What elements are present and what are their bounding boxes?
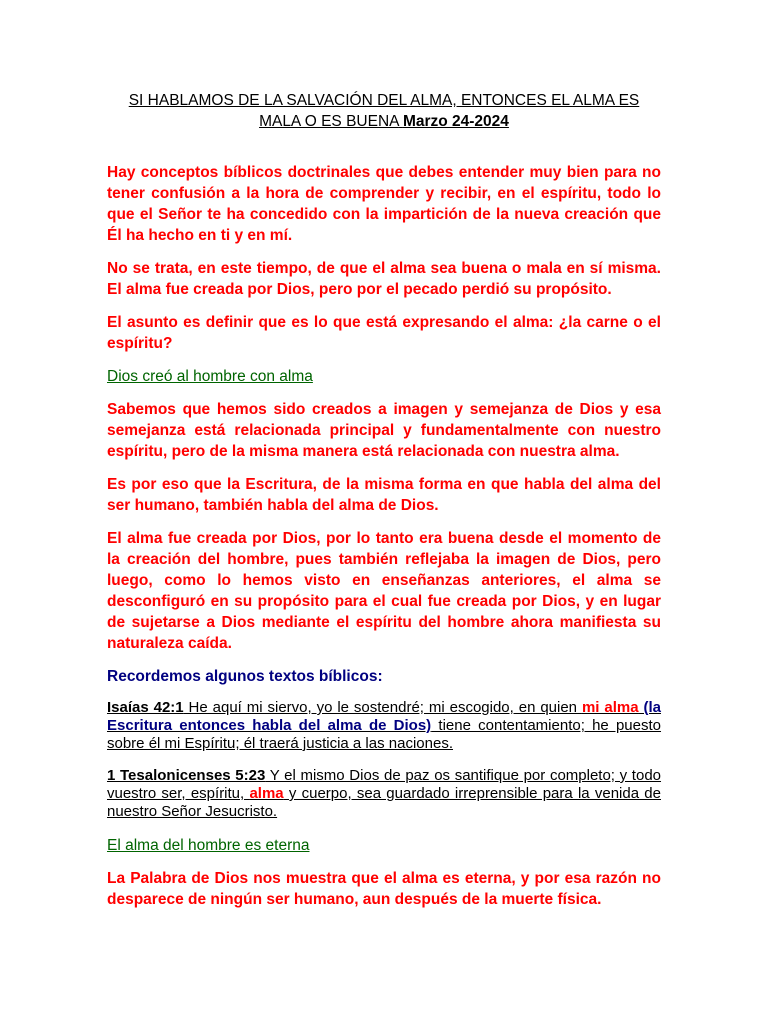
subheading-god-created-man: Dios creó al hombre con alma	[107, 368, 313, 385]
verse-highlight: alma	[249, 785, 284, 802]
title-main: SI HABLAMOS DE LA SALVACIÓN DEL ALMA, ENTONCES EL ALMA ES MALA O ES BUENA	[128, 92, 640, 130]
paragraph-define-issue: El asunto es definir que es lo que está expresando el alma: ¿la carne o el espíritu?	[107, 314, 661, 352]
verse-text: Y el mismo Dios de paz os santifique por completo; y todo vuestro ser, espíritu,	[107, 767, 662, 802]
verse-reference: 1 Tesalonicenses 5:23	[107, 767, 266, 784]
verse-tesalonicenses	[107, 767, 661, 821]
paragraph-soul-of-god: Es por eso que la Escritura, de la misma forma en que habla del alma del ser humano, también habla del alma de Dios.	[107, 476, 661, 514]
verse-text: tiene contentamiento; he puesto sobre él mi Espíritu; él traerá justicia a las naciones.	[107, 717, 662, 752]
paragraph-soul-created-good: El alma fue creada por Dios, por lo tanto era buena desde el momento de la creación del hombre, pues también reflejaba la imagen de Dios, pero luego, como lo hemos visto en enseñanzas anteriores, el alma se desconfiguró en su propósito para el cual fue creada por Dios, y en lugar de sujetarse a Dios mediante el espíritu del hombre ahora manifiesta su naturaleza caída.	[107, 530, 661, 652]
document-title	[107, 90, 661, 132]
paragraph-intro: Hay conceptos bíblicos doctrinales que debes entender muy bien para no tener confusión a la hora de comprender y recibir, en el espíritu, todo lo que el Señor te ha concedido con la impartición de la nueva creación que Él ha hecho en ti y en mí.	[107, 164, 661, 244]
paragraph-soul-eternal: La Palabra de Dios nos muestra que el alma es eterna, y por esa razón no desparece de ningún ser humano, aun después de la muerte física.	[107, 870, 661, 908]
subheading-bible-texts: Recordemos algunos textos bíblicos:	[107, 668, 383, 685]
verse-highlight: mi alma	[581, 699, 639, 716]
verse-isaias	[107, 699, 661, 753]
paragraph-image-likeness: Sabemos que hemos sido creados a imagen y semejanza de Dios y esa semejanza está relacionada principal y fundamentalmente con nuestro espíritu, pero de la misma manera está relacionada con nuestra alma.	[107, 401, 661, 460]
paragraph-soul-purpose: No se trata, en este tiempo, de que el alma sea buena o mala en sí misma. El alma fue creada por Dios, pero por el pecado perdió su propósito.	[107, 260, 661, 298]
verse-text: y cuerpo, sea guardado irreprensible para la venida de nuestro Señor Jesucristo.	[107, 785, 661, 820]
subheading-soul-eternal: El alma del hombre es eterna	[107, 837, 310, 854]
verse-text: He aquí mi siervo, yo le sostendré; mi escogido, en quien	[183, 699, 582, 716]
verse-reference: Isaías 42:1	[107, 699, 184, 716]
verse-note: (la Escritura entonces habla del alma de Dios)	[107, 699, 661, 734]
title-date: Marzo 24-2024	[402, 113, 509, 130]
